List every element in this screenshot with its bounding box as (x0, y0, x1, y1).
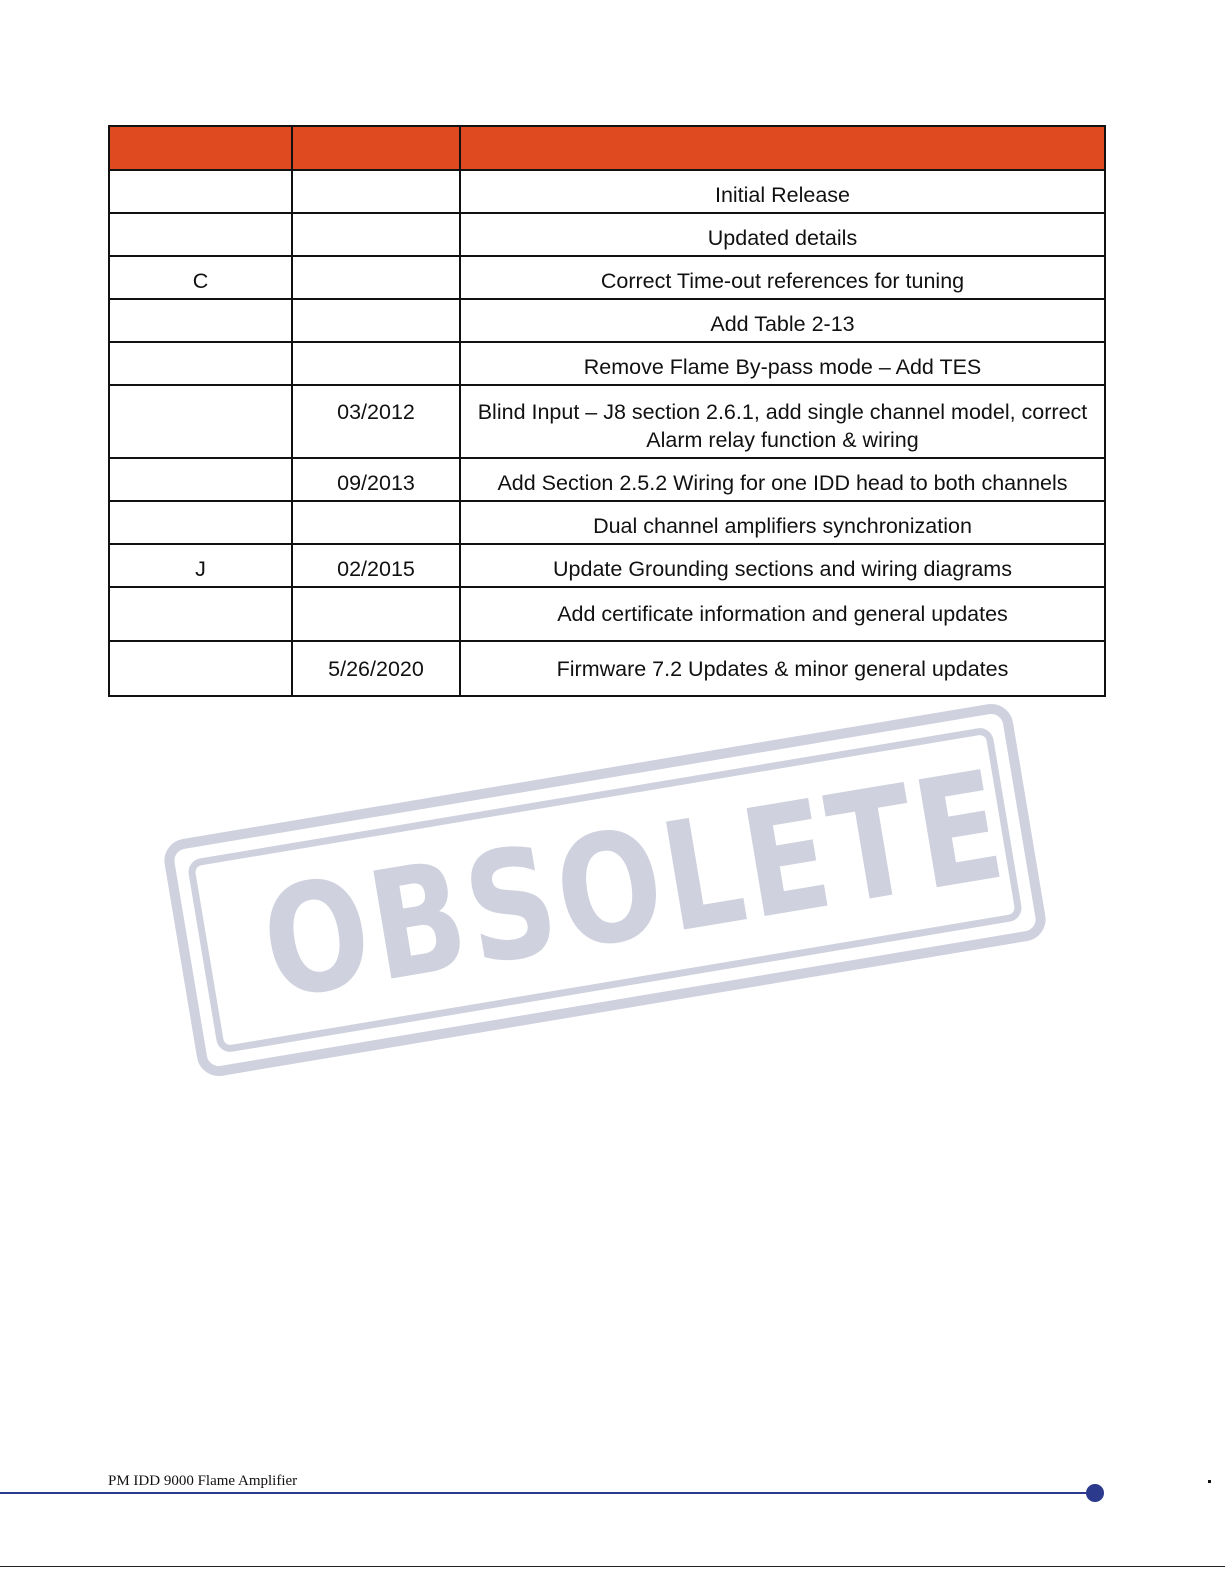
footer-mark (1208, 1480, 1211, 1483)
table-row (109, 342, 1105, 385)
footer-rule (0, 1492, 1090, 1494)
date-cell (292, 299, 460, 342)
revision-cell (109, 299, 292, 342)
table-row (109, 213, 1105, 256)
description-cell: Updated details (460, 213, 1105, 256)
description-cell: Add certificate information and general updates (460, 587, 1105, 641)
description-cell: Add Section 2.5.2 Wiring for one IDD head to both channels (460, 458, 1105, 501)
revision-cell (109, 641, 292, 696)
date-cell: 02/2015 (292, 544, 460, 587)
description-cell: Add Table 2-13 (460, 299, 1105, 342)
date-cell: 09/2013 (292, 458, 460, 501)
date-cell: 5/26/2020 (292, 641, 460, 696)
revision-cell (109, 170, 292, 213)
footer-document-title: PM IDD 9000 Flame Amplifier (108, 1473, 298, 1489)
date-cell (292, 587, 460, 641)
table-row (109, 385, 1105, 458)
date-cell (292, 256, 460, 299)
revision-cell (109, 385, 292, 458)
stamp-text: OBSOLETE (251, 738, 1018, 1034)
date-cell (292, 213, 460, 256)
date-cell (292, 170, 460, 213)
revision-cell (109, 501, 292, 544)
date-cell (292, 342, 460, 385)
table-row (109, 641, 1105, 696)
date-cell: 03/2012 (292, 385, 460, 458)
description-cell: Blind Input – J8 section 2.6.1, add single channel model, correct Alarm relay function & wiring (460, 385, 1105, 458)
revision-cell (109, 458, 292, 501)
description-cell: Dual channel amplifiers synchronization (460, 501, 1105, 544)
description-cell: Remove Flame By-pass mode – Add TES (460, 342, 1105, 385)
revision-cell: C (109, 256, 292, 299)
revision-cell (109, 587, 292, 641)
table-row (109, 587, 1105, 641)
revision-history-table (108, 125, 1106, 697)
description-cell: Correct Time-out references for tuning (460, 256, 1105, 299)
description-cell: Firmware 7.2 Updates & minor general updates (460, 641, 1105, 696)
header-revision (109, 126, 292, 170)
header-date (292, 126, 460, 170)
table-header-row (109, 126, 1105, 170)
table-row (109, 501, 1105, 544)
header-description (460, 126, 1105, 170)
footer-dot-icon (1086, 1484, 1104, 1502)
table-row (109, 170, 1105, 213)
date-cell (292, 501, 460, 544)
revision-cell: J (109, 544, 292, 587)
revision-cell (109, 213, 292, 256)
table-row (109, 256, 1105, 299)
table-row (109, 544, 1105, 587)
revision-cell (109, 342, 292, 385)
page-bottom-rule (0, 1566, 1225, 1567)
description-cell: Update Grounding sections and wiring diagrams (460, 544, 1105, 587)
description-cell: Initial Release (460, 170, 1105, 213)
table-row (109, 458, 1105, 501)
table-row (109, 299, 1105, 342)
obsolete-stamp (161, 701, 1049, 1080)
